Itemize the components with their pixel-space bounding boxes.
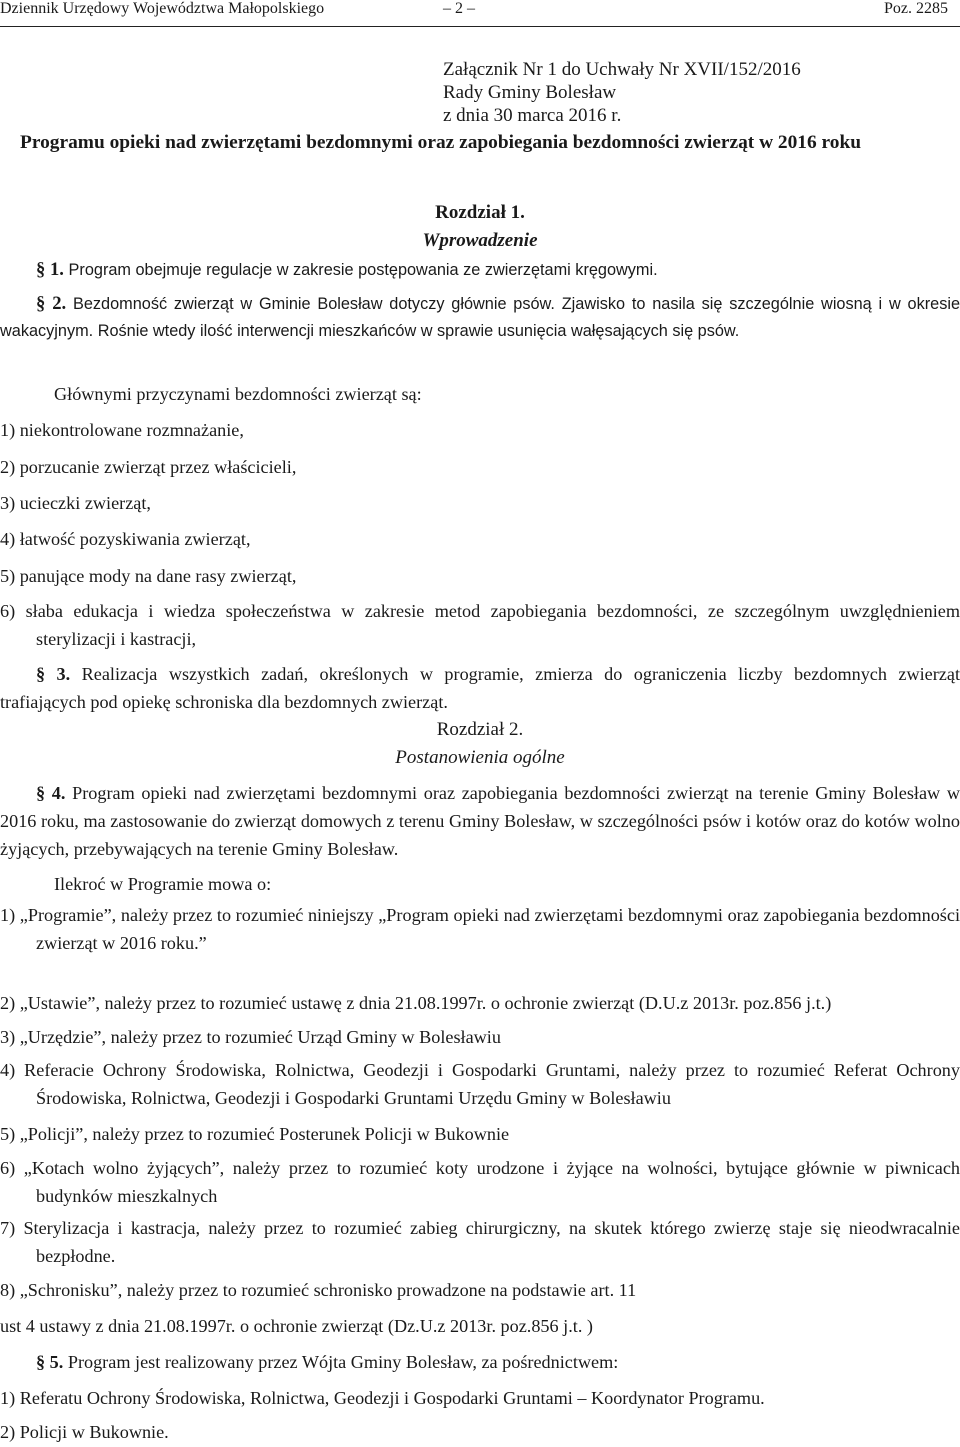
definition-5: 5) „Policji”, należy przez to rozumieć Posterunek Policji w Bukownie	[0, 1124, 510, 1144]
cause-item-3: 3) ucieczki zwierząt,	[0, 493, 151, 513]
chapter-2-label: Rozdział 2.	[436, 719, 524, 740]
definition-3: 3) „Urzędzie”, należy przez to rozumieć Urząd Gminy w Bolesławiu	[0, 1027, 501, 1047]
annex-line-3: z dnia 30 marca 2016 r.	[443, 105, 622, 126]
section-5-item-2: 2) Policji w Bukownie.	[0, 1422, 169, 1442]
section-5-number: § 5.	[36, 1352, 64, 1372]
header-rule	[0, 26, 960, 27]
section-2-text: Bezdomność zwierząt w Gminie Bolesław dotyczy głównie psów. Zjawisko to nasila się szczególnie wiosną i w okresie wakacyjnym. Rośnie wtedy ilość interwencji mieszkańców w sprawie usunięcia wałęsających się psów.	[0, 295, 960, 340]
journal-name: Dziennik Urzędowy Województwa Małopolskiego	[0, 0, 325, 17]
cause-item-2: 2) porzucanie zwierząt przez właścicieli,	[0, 457, 297, 477]
annex-line-1: Załącznik Nr 1 do Uchwały Nr XVII/152/2016	[443, 59, 801, 80]
chapter-1-title: Wprowadzenie	[422, 230, 538, 251]
definition-4: 4) Referacie Ochrony Środowiska, Rolnictwa, Geodezji i Gospodarki Gruntami, należy przez to rozumieć Referat Ochrony Środowiska, Rolnictwa, Geodezji i Gospodarki Gruntami Urzędu Gminy w Bolesławiu	[0, 1060, 960, 1108]
position-number: Poz. 2285	[884, 0, 948, 17]
section-4-number: § 4.	[36, 783, 66, 803]
definition-7: 7) Sterylizacja i kastracja, należy przez to rozumieć zabieg chirurgiczny, na skutek którego zwierzę staje się nieodwracalnie bezpłodne.	[0, 1218, 960, 1266]
definition-1: 1) „Programie”, należy przez to rozumieć niniejszy „Program opieki nad zwierzętami bezdomnymi oraz zapobiegania bezdomności zwierząt w 2016 roku.”	[0, 905, 960, 953]
definition-8: 8) „Schronisku”, należy przez to rozumieć schronisko prowadzone na podstawie art. 11	[0, 1280, 637, 1300]
page-number: – 2 –	[443, 0, 475, 17]
document-title: Programu opieki nad zwierzętami bezdomnymi oraz zapobiegania bezdomności zwierząt w 2016 roku	[20, 132, 862, 153]
section-1	[36, 256, 658, 284]
cause-item-5: 5) panujące mody na dane rasy zwierząt,	[0, 566, 297, 586]
section-3-number: § 3.	[36, 664, 71, 684]
section-1-number: § 1.	[36, 259, 64, 280]
definitions-intro: Ilekroć w Programie mowa o:	[54, 874, 272, 894]
section-2-paragraph	[0, 290, 960, 345]
annex-line-2: Rady Gminy Bolesław	[443, 82, 617, 103]
cause-item-4: 4) łatwość pozyskiwania zwierząt,	[0, 529, 251, 549]
cause-item-6: 6) słaba edukacja i wiedza społeczeństwa w zakresie metod zapobiegania bezdomności, ze szczególnym uwzględnieniem sterylizacji i kastracji,	[0, 601, 960, 649]
section-4-paragraph	[0, 779, 960, 863]
section-2-number: § 2.	[36, 293, 67, 314]
section-3-paragraph	[0, 660, 960, 716]
section-4-text: Program opieki nad zwierzętami bezdomnymi oraz zapobiegania bezdomności zwierząt na terenie Gminy Bolesław w 2016 roku, ma zastosowanie do zwierząt domowych z terenu Gminy Bolesław, w szczególności psów i kotów oraz do kotów wolno żyjących, przebywających na terenie Gminy Bolesław.	[0, 783, 960, 859]
section-5-item-1: 1) Referatu Ochrony Środowiska, Rolnictwa, Geodezji i Gospodarki Gruntami – Koordynator Programu.	[0, 1388, 765, 1408]
section-5-text: Program jest realizowany przez Wójta Gminy Bolesław, za pośrednictwem:	[67, 1352, 619, 1372]
section-1-text: Program obejmuje regulacje w zakresie postępowania ze zwierzętami kręgowymi.	[68, 261, 658, 279]
causes-intro: Głównymi przyczynami bezdomności zwierząt są:	[54, 384, 422, 404]
definition-6: 6) „Kotach wolno żyjących”, należy przez to rozumieć koty urodzone i żyjące na wolności, bytujące głównie w piwnicach budynków mieszkalnych	[0, 1158, 960, 1206]
chapter-2-title: Postanowienia ogólne	[395, 747, 565, 768]
section-3-text: Realizacja wszystkich zadań, określonych w programie, zmierza do ograniczenia liczby bezdomnych zwierząt trafiających pod opiekę schroniska dla bezdomnych zwierząt.	[0, 664, 960, 712]
cause-item-1: 1) niekontrolowane rozmnażanie,	[0, 420, 244, 440]
definition-2: 2) „Ustawie”, należy przez to rozumieć ustawę z dnia 21.08.1997r. o ochronie zwierząt (D.U.z 2013r. poz.856 j.t.)	[0, 993, 832, 1013]
section-5	[36, 1348, 618, 1376]
chapter-1-label: Rozdział 1.	[435, 202, 525, 223]
definition-8-continuation: ust 4 ustawy z dnia 21.08.1997r. o ochronie zwierząt (Dz.U.z 2013r. poz.856 j.t. )	[0, 1316, 593, 1336]
